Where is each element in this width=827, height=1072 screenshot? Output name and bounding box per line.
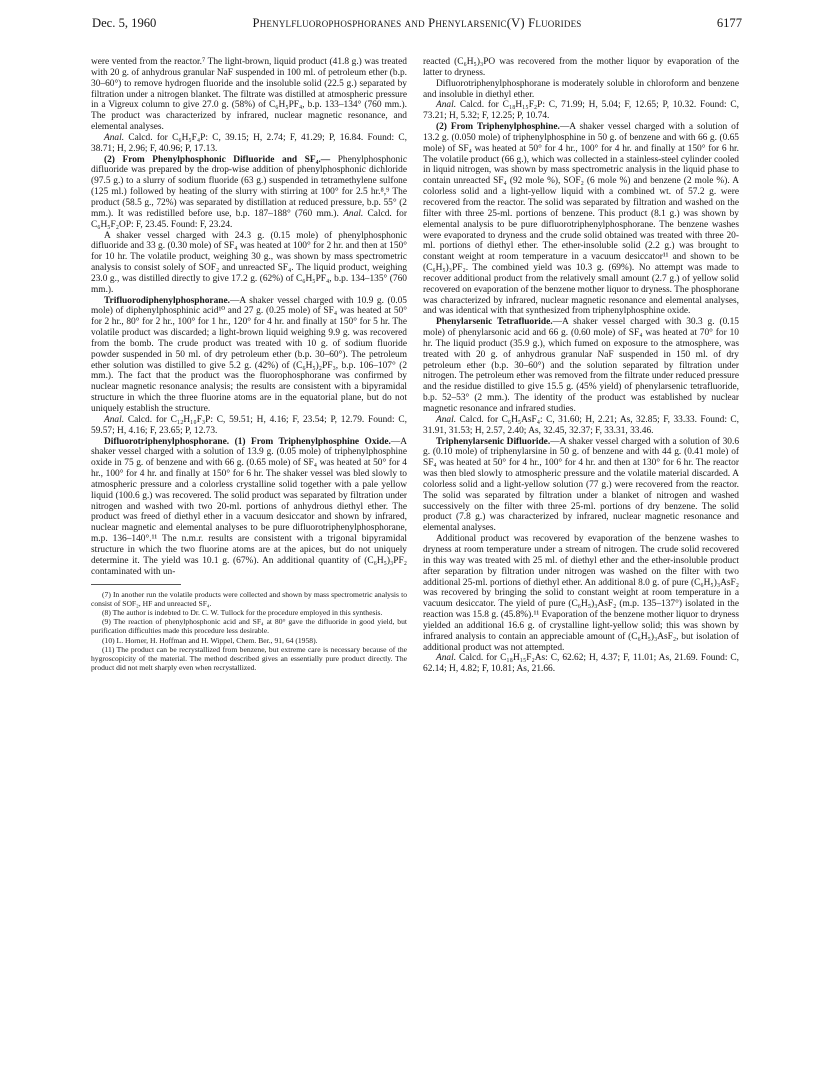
anal-values: Calcd. for C₁₂H₁₀F₃P: C, 59.51; H, 4.16; F, 23.54; P, 12.79. Found: C, 59.57; H, 4.16; F, 23.65; P, 12.73. [91, 414, 407, 436]
paragraph: Additional product was recovered by evaporation of the benzene washes to dryness at room temperature under a stream of nitrogen. The crude solid recovered in this way was treated with 25 ml. of diethyl ether and the ether-insoluble product after separation by filtration under nitrogen was washed on the filter with two additional 25-ml. portions of diethyl ether. An additional 8.0 g. of pure (C₆H₅)₃AsF₂ was recovered by bringing the solid to constant weight at room temperature in a vacuum desiccator. The yield of pure (C₆H₅)₃AsF₂ (m.p. 135–137°) isolated in the reaction was 15.8 g. (45.8%).¹¹ Evaporation of the benzene mother liquor to dryness yielded an additional 16.6 g. of crystalline light-yellow solid; this was shown by infrared analysis to contain an appreciable amount of (C₆H₅)₃AsF₂, but isolation of additional product was not attempted. [423, 534, 739, 653]
footnote-11: (11) The product can be recrystallized from benzene, but extreme care is necessary because of the hygroscopicity of the material. The method described gives an essentially pure product directly. The product did not melt sharply even when recrystallized. [91, 644, 407, 673]
left-column [91, 57, 407, 672]
header-page-number: 6177 [716, 16, 742, 30]
anal-label: Anal. [343, 208, 364, 219]
section-text: —A shaker vessel charged with a solution of 13.2 g. (0.050 mole) of triphenylphosphine in 50 g. of benzene and with 66 g. (0.65 mole) of SF₄ was heated at 50° for 4 hr., 100° for 4 hr. and finally at 150° for 6 hr. The volatile product (66 g.), which was collected in a stainless-steel cylinder cooled in liquid nitrogen, was shown by mass spectrometric analysis in the liquid phase to contain unreacted SF₄ (92 mole %), SOF₂ (6 mole %) and benzene (2 mole %). A colorless solid and a light-yellow liquid with a combined wt. of 57.2 g. were recovered from the reactor. The solid was separated by filtration and washed on the filter with three 25-ml. portions of benzene. This product (8.1 g.) was shown by elemental analysis to be pure difluorotriphenylphosphorane. The benzene washes were evaporated to dryness and the crude solid obtained was treated with three 20-ml. portions of diethyl ether. The ether-insoluble solid (2.2 g.) was brought to constant weight at room temperature in a vacuum desiccator¹¹ and shown to be (C₆H₅)₃PF₂. The combined yield was 10.3 g. (69%). No attempt was made to recover additional product from the relatively small amount (2.7 g.) of yellow solid recovered on evaporation of the benzene mother liquor to dryness. The phosphorane was characterized by infrared, nuclear magnetic resonance and elemental analyses, and was identical with that synthesized from triphenylphosphine oxide. [423, 122, 739, 317]
analysis-paragraph [91, 415, 407, 437]
anal-values: Calcd. for C₆H₅F₂OP: F, 23.45. Found: F, 23.24. [91, 208, 407, 230]
section-text: —A shaker vessel charged with 30.3 g. (0.15 mole) of phenylarsonic acid and 66 g. (0.60 mole) of SF₄ was heated at 70° for 10 hr. The liquid product (35.9 g.), which fumed on exposure to the atmosphere, was treated with 20 g. of anhydrous granular NaF suspended in 150 ml. of dry petroleum ether (b.p. 30–60°) and the solution separated by filtration under nitrogen. The petroleum ether was removed from the filtrate under reduced pressure and the residue distilled to give 15.5 g. (45% yield) of phenylarsenic tetrafluoride, b.p. 52–53° (2 mm.). The identity of the product was established by nuclear magnetic resonance and infrared studies. [423, 317, 739, 414]
section-paragraph [423, 317, 739, 415]
footnote-10: (10) L. Horner, H. Hoffman and H. Wippel, Chem. Ber., 91, 64 (1958). [102, 635, 318, 645]
footnote-divider [91, 584, 181, 585]
page-header [92, 16, 742, 34]
section-text: Phenylphosphonic difluoride was prepared by the drop-wise addition of phenylphosphonic dichloride (97.5 g.) to a slurry of sodium fluoride (63 g.) suspended in tetramethylene sulfone (125 ml.) followed by heating of the slurry with stirring at 100° for 2.5 hr.⁸,⁹ The product (58.5 g., 72%) was separated by distillation at reduced pressure, b.p. 55° (2 mm.). It was redistilled before use, b.p. 187–188° (760 mm.). [91, 154, 407, 219]
anal-label: Anal. [436, 100, 457, 111]
analysis-paragraph [423, 100, 739, 122]
section-heading: (2) From Phenylphosphonic Difluoride and SF₄.— [104, 154, 331, 165]
section-heading: Triphenylarsenic Difluoride. [436, 436, 551, 447]
analysis-paragraph [423, 415, 739, 437]
footnote-9: (9) The reaction of phenylphosphonic acid and SF₄ at 80° gave the difluoride in good yield, but purification difficulties made this procedure less desirable. [91, 617, 407, 636]
section-paragraph [91, 155, 407, 231]
section-heading: Trifluorodiphenylphosphorane. [104, 295, 230, 306]
analysis-paragraph [91, 133, 407, 155]
anal-values: Calcd. for C₆H₅AsF₄: C, 31.60; H, 2.21; As, 32.85; F, 33.33. Found: C, 31.91, 31.53; H, 2.57, 2.40; As, 32.45, 32.37; F, 33.31, 33.46. [423, 414, 739, 436]
footnote-7: (7) In another run the volatile products were collected and shown by mass spectrometric analysis to consist of SOF₂, HF and unreacted SF₄. [91, 589, 407, 608]
header-running-title: Phenylfluorophosphoranes and Phenylarsenic(V) Fluorides [252, 16, 582, 30]
paragraph: A shaker vessel charged with 24.3 g. (0.15 mole) of phenylphosphonic difluoride and 33 g. (0.30 mole) of SF₄ was heated at 100° for 2 hr. and then at 150° for 10 hr. The volatile product, weighing 30 g., was shown by mass spectrometric analysis to consist solely of SOF₂ and unreacted SF₄. The liquid product, weighing 23.0 g., was distilled directly to give 17.2 g. (62%) of C₆H₅PF₄, b.p. 134–135° (760 mm.). [91, 230, 407, 295]
anal-label: Anal. [104, 414, 125, 425]
paragraph: reacted (C₆H₅)₃PO was recovered from the mother liquor by evaporation of the latter to dryness. [423, 57, 739, 78]
section-paragraph [91, 437, 407, 578]
footnotes [91, 590, 407, 673]
right-column [423, 57, 739, 675]
analysis-paragraph [423, 653, 739, 675]
header-date: Dec. 5, 1960 [92, 16, 157, 30]
section-heading: Phenylarsenic Tetrafluoride. [436, 317, 553, 328]
section-text: —A shaker vessel charged with 10.9 g. (0.05 mole) of diphenylphosphinic acid¹⁰ and 27 g. (0.25 mole) of SF₄ was heated at 50° for 2 hr., 80° for 2 hr., 100° for 1 hr., 120° for 4 hr. and finally at 150° for 5 hr. The volatile product was discarded; a light-brown liquid weighing 9.9 g. was recovered from the bomb. The crude product was treated with 10 g. of sodium fluoride powder suspended in 50 ml. of dry petroleum ether (b.p. 30–60°). The petroleum ether solution was distilled to give 5.2 g. (42%) of (C₆H₅)₂PF₃, b.p. 106–107° (2 mm.). The fact that the product was the fluorophosphorane was confirmed by nuclear magnetic resonance analysis; the results are consistent with a bipyramidal structure in which the three fluorine atoms are in the equatorial plane, but do not uniquely establish the structure. [91, 295, 407, 414]
anal-values: Calcd. for C₁₈H₁₅F₂P: C, 71.99; H, 5.04; F, 12.65; P, 10.32. Found: C, 73.21; H, 5.32; F, 12.25; P, 10.74. [423, 100, 739, 122]
anal-label: Anal. [436, 653, 457, 664]
section-heading: (2) From Triphenylphosphine. [436, 122, 560, 133]
section-text: —A shaker vessel charged with a solution of 13.9 g. (0.05 mole) of triphenylphosphine oxide in 75 g. of benzene and with 66 g. (0.65 mole) of SF₄ was heated at 50° for 4 hr., 100° for 4 hr. and finally at 150° for 6 hr. The shaker vessel was bled slowly to atmospheric pressure and a colorless crystalline solid together with a pale yellow liquid (100.6 g.) was recovered. The solid product was separated by filtration under nitrogen and washed with two 20-ml. portions of anhydrous diethyl ether. The product was freed of diethyl ether in a vacuum desiccator and shown by infrared, nuclear magnetic and elemental analyses to be pure difluorotriphenylphosphorane, m.p. 136–140°.¹¹ The n.m.r. results are consistent with a trigonal bipyramidal structure in which the two fluorine atoms are at the apices, but do not uniquely determine it. The yield was 10.1 g. (67%). An additional quantity of (C₆H₅)₃PF₂ contaminated with un- [91, 436, 407, 577]
anal-values: Calcd. for C₁₈H₁₅F₂As: C, 62.62; H, 4.37; F, 11.01; As, 21.69. Found: C, 62.14; H, 4.82; F, 10.81; As, 21.66. [423, 653, 739, 675]
anal-label: Anal. [104, 132, 125, 143]
section-heading: Difluorotriphenylphosphorane. (1) From Triphenylphosphine Oxide. [104, 436, 391, 447]
section-paragraph [91, 296, 407, 415]
section-text: —A shaker vessel charged with a solution of 30.6 g. (0.10 mole) of triphenylarsine in 50 g. of benzene and with 44 g. (0.41 mole) of SF₄ was heated at 50° for 4 hr., 100° for 4 hr. and then at 130° for 6 hr. The reactor was then bled slowly to atmospheric pressure and the volatile material discarded. A colorless solid and a light-yellow solution (77 g.) were recovered from the reactor. The solid was separated by filtration under a blanket of nitrogen and washed successively on the filter with three 25-ml. portions of dry benzene. The solid product (7.8 g.) was characterized by infrared, nuclear magnetic resonance and elemental analyses. [423, 436, 740, 534]
section-paragraph [423, 122, 739, 317]
section-paragraph [423, 437, 739, 535]
paragraph: were vented from the reactor.⁷ The light-brown, liquid product (41.8 g.) was treated with 20 g. of anhydrous granular NaF suspended in 100 ml. of petroleum ether (b.p. 30–60°) to remove hydrogen fluoride and the insoluble solid (22.5 g.) separated by filtration under a nitrogen blanket. The filtrate was distilled at atmospheric pressure in a Vigreux column to give 27.0 g. (58%) of C₆H₅PF₄, b.p. 133–134° (760 mm.). The product was characterized by infrared, nuclear magnetic resonance, and elemental analyses. [91, 57, 407, 133]
footnote-8: (8) The author is indebted to Dr. C. W. Tullock for the procedure employed in this synthesis. [102, 607, 383, 617]
anal-values: Calcd. for C₆H₅F₄P: C, 39.15; H, 2.74; F, 41.29; P, 16.84. Found: C, 38.71; H, 2.96; F, 40.96; P, 17.13. [91, 132, 407, 154]
paragraph: Difluorotriphenylphosphorane is moderately soluble in chloroform and benzene and insoluble in diethyl ether. [423, 78, 739, 100]
anal-label: Anal. [436, 414, 457, 425]
